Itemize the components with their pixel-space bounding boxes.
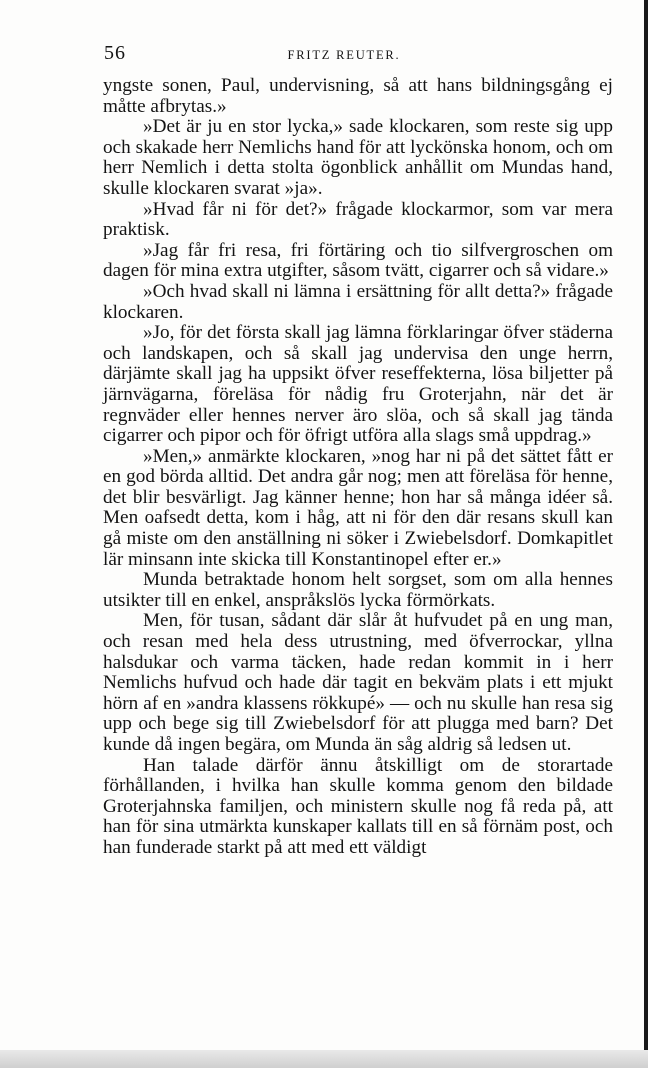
body-text: [103, 76, 613, 859]
paragraph: »Och hvad skall ni lämna i ersättning för allt detta?» frågade klockaren.: [103, 280, 613, 323]
paragraph: Men, för tusan, sådant där slår åt hufvudet på en ung man, och resan med hela dess utrustning, med öfverrockar, yllna halsdukar och varma täcken, hade redan kommit in i herr Nemlichs hufvud och hade där tagit en bekväm plats i ett mjukt hörn af en »andra klassens rökkupé» — och nu skulle han resa sig upp och bege sig till Zwiebelsdorf för att plugga med barn? Det kunde då ingen begära, om Munda än såg aldrig så ledsen ut.: [103, 610, 613, 755]
paragraph: »Jag får fri resa, fri förtäring och tio silfvergroschen om dagen för mina extra utgifter, såsom tvätt, cigarrer och så vidare.»: [103, 239, 613, 282]
page-number: 56: [104, 42, 126, 64]
paragraph: Han talade därför ännu åtskilligt om de storartade förhållanden, i hvilka han skulle komma genom den bildade Groterjahnska familjen, och ministern skulle nog få reda på, att han för sina utmärkta kunskaper kallats till en så förnäm post, och han funderade starkt på att med ett väldigt: [103, 754, 613, 858]
paragraph: yngste sonen, Paul, undervisning, så att hans bildningsgång ej måtte afbrytas.»: [103, 75, 613, 117]
paragraph: Munda betraktade honom helt sorgset, som om alla hennes utsikter till en enkel, anspråkslös lycka förmörkats.: [103, 569, 613, 611]
paragraph: »Det är ju en stor lycka,» sade klockaren, som reste sig upp och skakade herr Nemlichs hand för att lyckönska honom, och om herr Nemlich i detta stolta ögonblick anhållit om Mundas hand, skulle klockaren svarat »ja».: [103, 116, 613, 199]
paragraph: »Hvad får ni för det?» frågade klockarmor, som var mera praktisk.: [103, 198, 613, 241]
paragraph: »Men,» anmärkte klockaren, »nog har ni på det sättet fått er en god börda alltid. Det andra går nog; men att föreläsa för henne, det blir besvärligt. Jag känner henne; hon har så många idéer så. Men oafsedt detta, kom i håg, att ni för den där resans skull kan gå miste om den anställning ni söker i Zwiebelsdorf. Domkapitlet lär minsann inte skicka till Konstantinopel efter er.»: [103, 445, 613, 570]
paragraph: »Jo, för det första skall jag lämna förklaringar öfver städerna och landskapen, och så skall jag undervisa den unge herrn, därjämte skall jag ha uppsikt öfver reseffekterna, lösa biljetter på järnvägarna, föreläsa för nådig fru Groterjahn, när det är regnväder eller hennes nerver äro slöa, och så skall jag tända cigarrer och pipor och för öfrigt utföra alla slags små uppdrag.»: [103, 322, 613, 447]
scan-bottom-margin: [0, 1050, 648, 1068]
page-edge-shadow: [644, 0, 648, 1068]
running-head: FRITZ REUTER.: [287, 48, 401, 62]
